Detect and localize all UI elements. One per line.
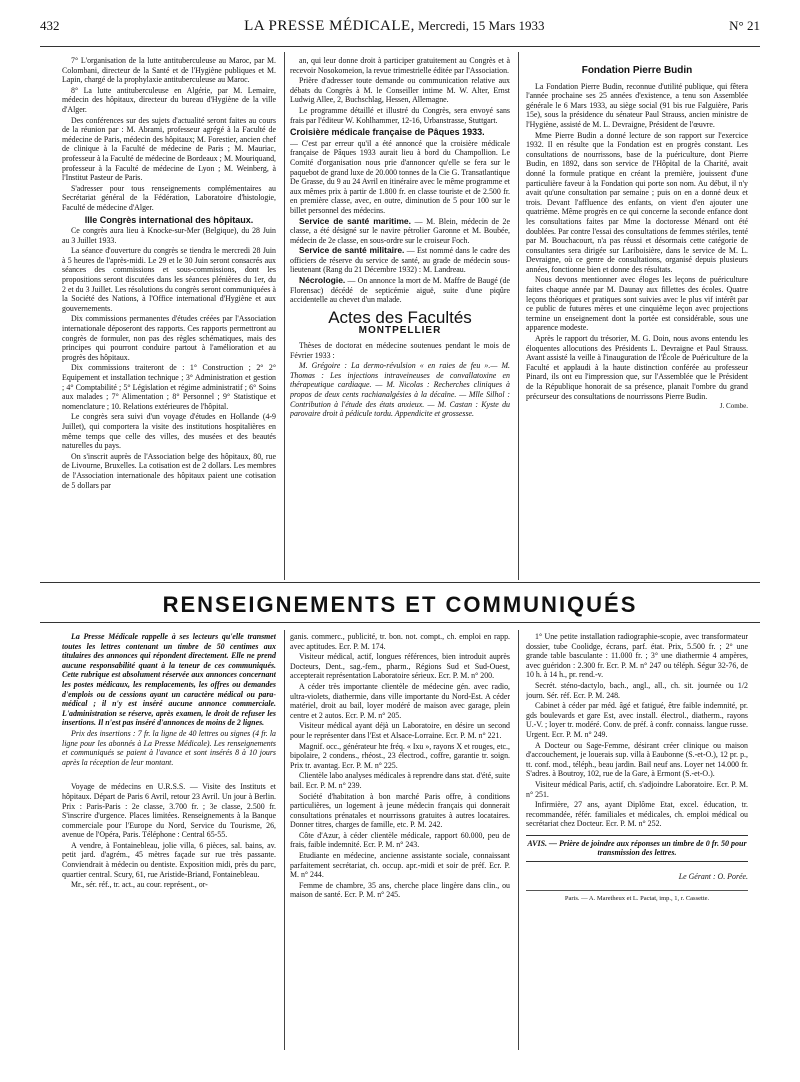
classified-ad: Infirmière, 27 ans, ayant Diplôme Etat, excel. éducation, tr. recommandée, référ. familiales et médicales, ch. emploi médical ou secrétariat chez Docteur. Ecr. P. M. n° 252. [526, 800, 748, 829]
classified-ad: Visiteur médical ayant déjà un Laboratoire, en désire un second pour le représenter dans l'Est et Alsace-Lorraine. Ecr. P. M. n° 221. [290, 721, 510, 740]
paragraph: — C'est par erreur qu'il a été annoncé que la croisière médicale française de Pâques 1933 aurait lieu à bord du Champollion. Le Comité d'organisation nous prie d'annoncer qu'elle se fera sur le paquebot de grand luxe de 20.000 tonnes de la Cie G. Transatlantique De Grasse, du 9 au 24 Avril en itinéraire avec le même programme et aux mêmes prix à partir de 1.800 fr. en classe touriste et de 2.500 fr. en première classe, avec, en outre, diminution de 5 pour 100 sur le billet personnel des médecins. [290, 138, 510, 215]
classified-ad: Mr., sér. réf., tr. act., au cour. représent., or- [71, 880, 208, 890]
paragraph: Dix commissions traiteront de : 1° Construction ; 2° 2° Equipement et installation technique ; 3° Administration et gestion ; 4° Comptabilité ; 5° Législation et régime administratif ; 6° Soins aux malades ; 7° Alimentation ; 8° Personnel ; 9° Statistique et nomenclature ; 10. Relations extérieures de l'hôpital. [62, 363, 276, 411]
paragraph: Ce congrès aura lieu à Knocke-sur-Mer (Belgique), du 28 Juin au 3 Juillet 1933. [62, 226, 276, 245]
bottom-column-3 [526, 632, 748, 1052]
column-divider [518, 52, 519, 580]
paragraph: an, qui leur donne droit à participer gratuitement au Congrès et à recevoir Nosokomeion, la revue trimestrielle éditée par l'Association. [290, 56, 510, 75]
printer-line: Paris. — A. Maretheux et L. Pactat, imp., 1, r. Cassette. [526, 890, 748, 904]
gerant-line: Le Gérant : O. Porée. [678, 872, 748, 882]
paragraph: Des conférences sur des sujets d'actualité seront faites au cours de la réunion par : M. Abrami, professeur agrégé à la Faculté de médecine de Paris, médecin des hôpitaux; M. Forestier, ancien chef de clinique à la Faculté de médecine de Paris ; M. Mauriac, professeur à la Faculté de médecine de Bordeaux ; M. Mouriquand, professeur à la Faculté de médecine de Lyon ; M. Weinberg, à l'Institut Pasteur de Paris. [62, 115, 276, 183]
classified-ad: Secrét. sténo-dactylo, bach., angl., all., ch. sit. journée ou 1/2 journ. Sér. réf. Ecr. P. M. 248. [526, 680, 748, 700]
paragraph: Après le rapport du trésorier, M. G. Doin, nous avons entendu les éloquentes allocutions des Présidents L. Devraigne et Paul Strauss. Avant assisté la veille à l'inauguration de l'École de Puériculture de la Faculté et applaudi à la haute distinction conférée au professeur Pinard, ils ont eu l'impression que, sur l'Assemblée que le Président de la République honorait de sa présence, planait l'ombre du grand précurseur des consultations de nourrissons Pierre Budin. [526, 334, 748, 401]
issue-number: N° 21 [729, 18, 760, 33]
paragraph: — On annonce la mort de M. Maffre de Baugé (de Florensac) décédé de septicémie aiguë, suite d'une piqûre accidentelle au chevet d'un malade. [290, 276, 510, 305]
paragraph: Prière d'adresser toute demande ou communication relative aux débats du Congrès à M. le Conseiller intime M. W. Alter, Ernst Ludwig Allee, 2, Buchschlag, Hessen, Allemagne. [290, 76, 510, 105]
classified-ad: Voyage de médecins en U.R.S.S. — Visite des Instituts et hôpitaux. Départ de Paris 6 Avril, retour 23 Avril. Un jour à Berlin. Prix : Paris-Paris : 2e classe, 3.700 fr. ; 3e classe, 2.500 fr. S'inscrire d'urgence. Places limitées. Renseignements à la Banque commerciale pour l'Europe du Nord, Service du Tourisme, 26, avenue de l'Opéra, Paris. Téléphone : Central 65-55. [62, 782, 276, 840]
notice-prices: Prix des insertions : 7 fr. la ligne de 40 lettres ou signes (4 fr. la ligne pour les abonnés à La Presse Médicale). Les renseignements et communiqués se paient à l'avance et sont insérés 8 à 10 jours après la réception de leur montant. [62, 728, 276, 767]
column-divider [284, 630, 285, 1050]
section-title: RENSEIGNEMENTS ET COMMUNIQUÉS [162, 592, 638, 617]
paragraph: 7° L'organisation de la lutte antituberculeuse au Maroc, par M. Colombani, directeur de la Santé et de l'Hygiène publiques et M. Lapin, chargé de la prophylaxie antituberculeuse au Maroc. [62, 56, 276, 85]
paragraph: Thèses de doctorat en médecine soutenues pendant le mois de Février 1933 : [290, 341, 510, 360]
avis-notice: AVIS. — Prière de joindre aux réponses un timbre de 0 fr. 50 pour transmission des lettres. [526, 835, 748, 862]
section-rule [40, 622, 760, 623]
classified-ad: Côte d'Azur, à céder clientèle médicale, rapport 60.000, peu de frais, faible indemnité. Ecr. P. M. n° 243. [290, 830, 510, 850]
classified-ad: 1° Une petite installation radiographie-scopie, avec transformateur dossier, tube Coolidge, écrans, parf. état. Prix, 5.500 fr. ; 2° une grande table basculante : 11.000 fr. ; 3° une diathermie 4 ampères, avec guéridon : 2.300 fr. Ecr. P. M. n° 247 ou téléph. Ségur 32-76, de 10 h. à 14 h., pr. rend.-v. [526, 632, 748, 680]
section-rule [40, 582, 760, 583]
running-head [40, 18, 760, 42]
column-divider [284, 52, 285, 580]
paragraph: Le programme détaillé et illustré du Congrès, sera envoyé sans frais par l'éditeur W. Kohlhammer, 12-16, Urbanstrasse, Stuttgart. [290, 105, 510, 125]
paragraph: 8° La lutte antituberculeuse en Algérie, par M. Lemaire, médecin des hôpitaux, directeur du bureau d'Hygiène de la ville d'Alger. [62, 85, 276, 114]
column-divider [518, 630, 519, 1050]
issue-date: Mercredi, 15 Mars 1933 [418, 18, 545, 33]
classified-ad: Femme de chambre, 35 ans, cherche place lingère dans clin., ou maison de santé. Ecr. P. M. n° 245. [290, 880, 510, 900]
notice-intro: La Presse Médicale rappelle à ses lecteurs qu'elle transmet toutes les lettres contenant un timbre de 50 centimes aux titulaires des annonces qui répondent directement. Elle ne prend aucune responsabilité quant à la teneur de ces communiqués. Cette rubrique est absolument réservée aux annonces concernant les postes médicaux, les remplacements, les offres ou demandes d'emplois ou de cessions ayant un caractère médical ou para-médical ; il n'y est inséré aucune annonce commerciale. L'administration se réserve, après examen, le droit de refuser les insertions. Il n'est pas inséré d'annonces de moins de 2 lignes. [62, 632, 276, 728]
classified-ad: Clientèle labo analyses médicales à reprendre dans stat. d'été, suite bail. Ecr. P. M. n° 239. [290, 771, 510, 790]
paragraph: Le congrès sera suivi d'un voyage d'études en Hollande (4-9 Juillet), qui comportera la visite des institutions hospitalières en même temps que celle des villes, des musées et des beautés naturelles du pays. [62, 412, 276, 451]
classified-ad: Cabinet à céder par méd. âgé et fatigué, être faible indemnité, pr. gds boulevards et gare Est, avec install. électrol., diatherm., rayons U.-V. ; loyer tr. modéré. Conv. de préf. à confr. connaiss. langue russe. Urgent. Ecr. P. M. n° 249. [526, 701, 748, 739]
signature: J. Combe. [719, 402, 748, 411]
classified-ad: ganis. commerc., publicité, tr. bon. not. compt., ch. emploi en rapp. avec aptitudes. Ecr. P. M. 174. [290, 632, 510, 651]
bottom-column-2 [290, 632, 510, 1052]
paragraph: — Est nommé dans le cadre des officiers de réserve du service de santé, au grade de médecin sous-lieutenant (Rang du 21 Décembre 1932) : M. Landreau. [290, 246, 510, 275]
paragraph: On s'inscrit auprès de l'Association belge des hôpitaux, 80, rue de Livourne, Bruxelles. La cotisation est de 2 dollars. Les membres de l'Association internationale des hôpitaux paient une cotisation de 5 dollars par [62, 451, 276, 490]
faculty-section-title: Actes des Facultés [328, 307, 472, 327]
heading-fondation: Fondation Pierre Budin [581, 65, 693, 76]
classified-ad: A Docteur ou Sage-Femme, désirant créer clinique ou maison d'accouchement, je louerais sup. villa à Eaubonne (S.-et-O.), 12 pr. p., tt. conf. mod., téléph., beau jardin. Bail neuf ans. Loyer net 14.000 fr. S'adres. à Boutroy, 102, rue de la Gare, à Ermont (S.-et-O.). [526, 740, 748, 779]
paragraph: M. Grégoire : La dermo-révulsion « en raies de feu ».— M. Thomas : Les injections intraveineuses de convallatoxine en thérapeutique cardiaque. — M. Nicolas : Recherches cliniques à propos de deux cents rachianalgésies à la décaïne. — Mlle Silhol : Contribution à l'étude des états anxieux. — M. Castan : Kyste du parovaire droit à pédicule tordu. Appendicite et grossesse. [290, 361, 510, 419]
top-column-2 [290, 56, 510, 576]
classified-ad: Visiteur médical, actif, longues références, bien introduit auprès Docteurs, Dent., sag.-fem., pharm., Régions Sud et Sud-Ouest, accepterait représentation Laboratoire sérieux. Ecr. P. M. n° 200. [290, 652, 510, 681]
heading-croisiere: Croisière médicale française de Pâques 1933. [290, 127, 485, 138]
top-column-1 [62, 56, 276, 576]
heading-necrologie: Nécrologie. [299, 275, 346, 286]
page-number: 432 [40, 18, 60, 33]
heading-militaire: Service de santé militaire. [299, 245, 405, 256]
heading-maritime: Service de santé maritime. [299, 215, 412, 226]
paragraph: S'adresser pour tous renseignements complémentaires au Secrétariat général de la Fédération, Laboratoire d'histologie, Faculté de médecine d'Alger. [62, 183, 276, 212]
classified-ad: Magnif. occ., générateur hte fréq. « Ixu », rayons X et rouges, etc., bipolaire, 2 condens., rhéost., 23 électrod., coffre, garantie tr. soign. Prix tr. avantag. Ecr. P. M. n° 225. [290, 741, 510, 770]
header-rule [40, 46, 760, 47]
bottom-column-1 [62, 632, 276, 1052]
top-column-3 [526, 56, 748, 576]
masthead [244, 18, 544, 35]
paragraph: La séance d'ouverture du congrès se tiendra le mercredi 28 Juin à 5 heures de l'après-midi. Le 29 et le 30 Juin seront consacrés aux séances des commissions et sous-commissions, dont les propositions seront discutées dans les séances plénières du 1er, du 2 et du 3 Juillet. Les résolutions du congrès seront communiquées à la Société des Nations, à l'Office international d'Hygiène et aux gouvernements. [62, 246, 276, 313]
classified-ad: Société d'habitation à bon marché Paris offre, à conditions particulières, un logement à jeune médecin français qui donnerait consultations prénatales et nourrissons gratuites à autres locataires. Donner titres, charges de famille, etc. P. M. 242. [290, 791, 510, 830]
classified-ad: Visiteur médical Paris, actif, ch. s'adjoindre Laboratoire. Ecr. P. M. n° 251. [526, 779, 748, 799]
classified-ad: Etudiante en médecine, ancienne assistante sociale, connaissant parfaitement secrétariat, ch. occup. apr.-midi et soir de préf. Ecr. P. M. n° 244. [290, 851, 510, 880]
paragraph: Nous devons mentionner avec éloges les leçons de puériculture faites chaque année par M. Daunay aux fillettes des écoles. Quatre leçons théoriques et pratiques sont suivies avec le plus vif intérêt par ce public de futures mères et une cinquième leçon avec projections termine un enseignement dont la portée est considérable, sous une apparence modeste. [526, 275, 748, 333]
heading-congres: IIIe Congrès international des hôpitaux. [84, 214, 254, 225]
paragraph: Dix commissions permanentes d'études créées par l'Association internationale déposeront des rapports. Ces rapports permettront au congrès de formuler, non pas des règles schématiques, mais des principes qui pourront conduire partout à l'amélioration et au progrès des hôpitaux. [62, 314, 276, 362]
paragraph: Mme Pierre Budin a donné lecture de son rapport sur l'exercice 1932. Il en résulte que la Fondation est en progrès constant. Les consultations de nourrissons, base de la puériculture, dont Pierre Budin, en 1892, dans son service de l'Hôpital de la Charité, avait donné la formule pratique en créant la première, jouissent d'une particulière faveur à la Fondation qui porte son nom. Au début, il n'y avait qu'une consultation par semaine ; puis on en a donné deux et trois. Devant l'affluence des enfants, on vient d'en ajouter une quatrième. Même progrès en ce qui concerne la seconde enfance dont les consultations faites par Mme la doctoresse Ménard ont été doublées. Par contre l'essai des consultations de femmes stériles, tenté par M. Bouchacourt, n'a pas réussi et désormais cette catégorie de consultantes sera dirigée sur Lariboisière, dans le service de M. L. Devraigne, où ce genre de consultations, organisé depuis plusieurs années, fonctionne bien et donne des résultats. [526, 130, 748, 274]
paragraph: — M. Blein, médecin de 2e classe, a été désigné sur le navire pétrolier Garonne et M. Boubée, médecin de 2e classe, en sous-ordre sur le croiseur Foch. [290, 216, 510, 245]
classified-ad: A vendre, à Fontainebleau, jolie villa, 6 pièces, sal. bains, av. petit jard. d'agrém., 45 mètres façade sur rue très passante. Conviendrait à médecin ou dentiste. Exposition midi, près du parc, quartier central. Scury, 61, rue Aristide-Briand, Fontainebleau. [62, 840, 276, 879]
faculty-city: MONTPELLIER [358, 325, 442, 337]
journal-title: LA PRESSE MÉDICALE, [244, 18, 415, 34]
classified-ad: A céder très importante clientèle de médecine gén. avec radio, ultra-violets, diathermie, dans ville importante du Nord-Est. A céder matériel, droit au bail, loyer modéré de maison avec garage, plein centre et 2 autos. Ecr. P. M. n° 205. [290, 681, 510, 720]
paragraph: La Fondation Pierre Budin, reconnue d'utilité publique, qui fêtera l'année prochaine ses 25 années d'existence, a tenu son Assemblée générale le 6 Mars 1933, au siège social (91 bis rue Falguière, Paris 15e), sous la présidence du sénateur Paul Strauss, ancien ministre de l'Hygiène, assisté de M. L. Devraigne, Président de l'œuvre. [526, 81, 748, 129]
